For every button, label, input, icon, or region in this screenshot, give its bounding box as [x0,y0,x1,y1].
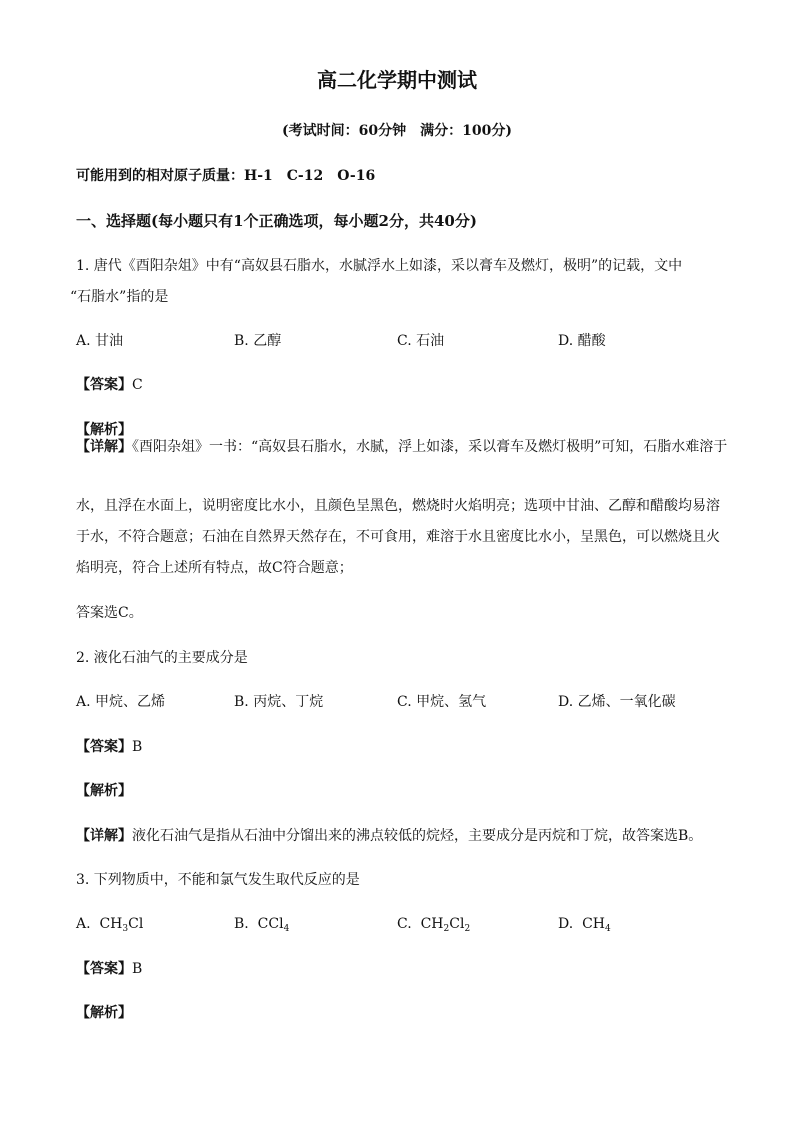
answer-tag: 【答案】 [76,377,132,393]
answer-tag: 【答案】 [76,961,132,977]
q1-answer [76,375,143,395]
q3-option-a [76,914,143,934]
q3-answer [76,959,142,979]
q1-detail-text1: 《酉阳杂俎》一书：“高奴县石脂水，水腻，浮上如漆，采以膏车及燃灯极明”可知，石脂水难溶于 [132,439,728,455]
q1-stem-line2: “石脂水”指的是 [70,289,169,305]
q3-option-c-label: C. [397,916,412,932]
q3-option-d-formula-base: CH [582,916,606,932]
q3-option-a-formula-rest: Cl [128,916,144,932]
q1-analysis-tag: 【解析】 [76,422,132,438]
q3-option-c-formula-rest: Cl [449,916,465,932]
q2-option-d: D. 乙烯、一氧化碳 [558,694,676,710]
q2-analysis-tag: 【解析】 [76,783,132,799]
q3-option-c-formula-sub1: 2 [443,924,450,934]
q2-option-b: B. 丙烷、丁烷 [234,694,324,710]
q1-option-a: A. 甘油 [76,333,124,349]
q1-detail-line1 [76,437,727,457]
q1-answer-value: C [132,377,143,393]
exam-info: (考试时间：60分钟 满分：100分) [282,123,512,139]
q2-detail-text: 液化石油气是指从石油中分馏出来的沸点较低的烷烃，主要成分是丙烷和丁烷，故答案选B。 [132,828,703,844]
q2-answer-value: B [132,739,143,755]
q3-option-a-formula-base: CH [99,916,123,932]
q3-answer-value: B [132,961,143,977]
q3-option-b [234,914,289,934]
q3-stem: 3. 下列物质中，不能和氯气发生取代反应的是 [76,872,360,888]
detail-tag: 【详解】 [76,828,132,844]
q1-stem-line1: 1. 唐代《酉阳杂俎》中有“高奴县石脂水，水腻浮水上如漆，采以膏车及燃灯，极明”的记载，文中 [76,258,683,274]
q1-detail-line4: 焰明亮，符合上述所有特点，故C符合题意； [76,560,353,576]
q2-answer [76,737,142,757]
q3-option-c [397,914,470,934]
answer-tag: 【答案】 [76,739,132,755]
q2-option-a: A. 甲烷、乙烯 [76,694,166,710]
q1-conclusion: 答案选C。 [76,605,143,621]
q1-option-c: C. 石油 [397,333,445,349]
q3-option-a-formula-sub1: 3 [122,924,129,934]
q1-detail-line3: 于水，不符合题意；石油在自然界天然存在，不可食用，难溶于水且密度比水小，呈黑色，可以燃烧且火 [76,529,720,545]
q1-option-b: B. 乙醇 [234,333,282,349]
q3-option-b-formula-sub1: 4 [283,924,290,934]
q2-stem: 2. 液化石油气的主要成分是 [76,650,248,666]
q3-option-b-formula-base: CCl [257,916,284,932]
q3-option-c-formula-base: CH [420,916,444,932]
q1-option-d: D. 醋酸 [558,333,606,349]
atomic-mass-note: 可能用到的相对原子质量：H-1 C-12 O-16 [76,168,376,184]
q1-detail-line2: 水，且浮在水面上，说明密度比水小，且颜色呈黑色，燃烧时火焰明亮；选项中甘油、乙醇和醋酸均易溶 [76,498,720,514]
q3-option-d-formula-sub1: 4 [605,924,611,934]
q2-option-c: C. 甲烷、氢气 [397,694,487,710]
page-title: 高二化学期中测试 [317,68,477,92]
detail-tag: 【详解】 [76,439,132,455]
q2-detail [76,826,702,846]
q3-option-d [558,914,611,934]
q3-option-a-label: A. [76,916,91,932]
q3-option-d-label: D. [558,916,574,932]
q3-option-c-formula-sub2: 2 [464,924,471,934]
q3-analysis-tag: 【解析】 [76,1005,132,1021]
q3-option-b-label: B. [234,916,249,932]
section-heading: 一、选择题(每小题只有1个正确选项，每小题2分，共40分) [76,212,477,230]
